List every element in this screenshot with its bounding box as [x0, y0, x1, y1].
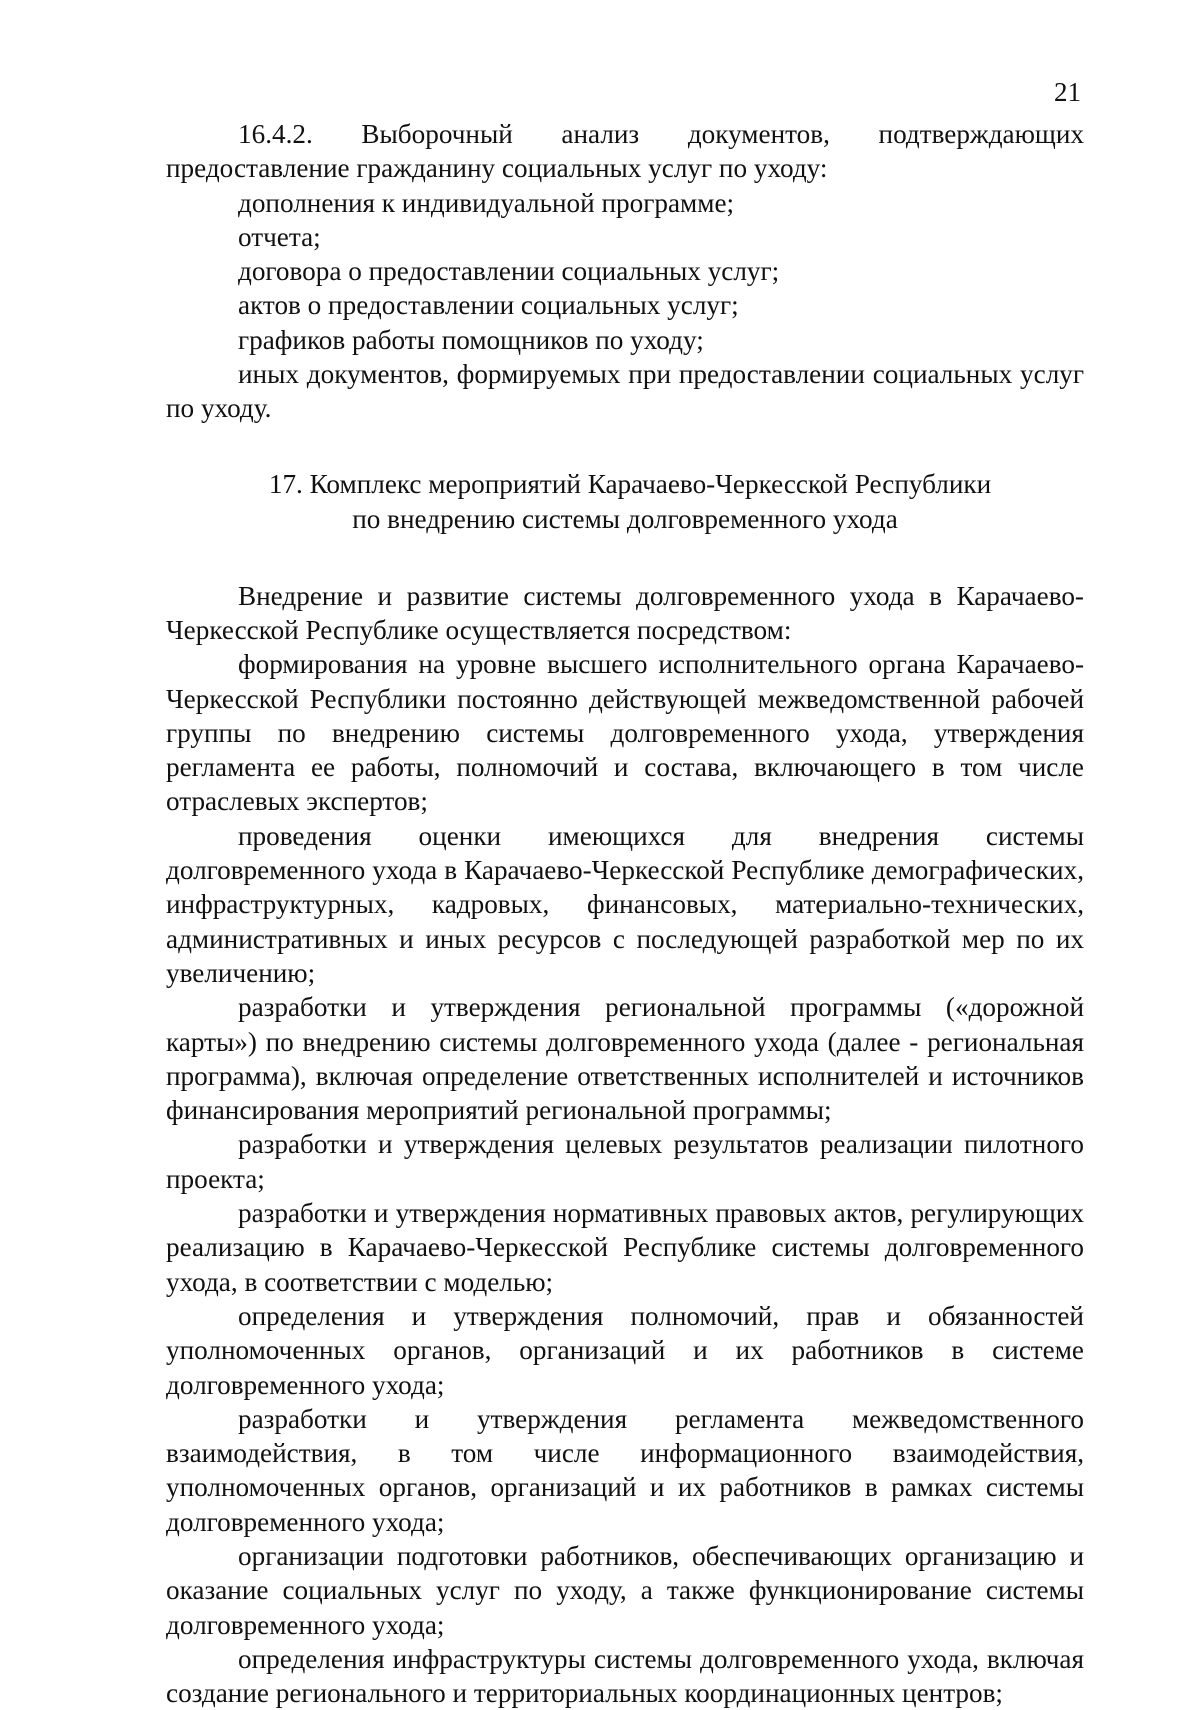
list-item: определения инфраструктуры системы долговременного ухода, включая создание регионального и территориальных координационных центров; [166, 1643, 1084, 1709]
list-item: определения и утверждения полномочий, прав и обязанностей уполномоченных органов, организаций и их работников в системе долговременного ухода; [166, 1300, 1084, 1400]
section-17-intro: Внедрение и развитие системы долговременного ухода в Карачаево-Черкесской Республике осуществляется посредством: [166, 580, 1084, 645]
section-17-heading-line-1: 17. Комплекс мероприятий Карачаево-Черкесской Республики [268, 468, 992, 499]
list-item: графиков работы помощников по уходу; [238, 324, 704, 355]
list-item: актов о предоставлении социальных услуг; [238, 290, 739, 321]
section-17-heading-line-2: по внедрению системы долговременного ухода [352, 503, 898, 534]
list-item: договора о предоставлении социальных услуг; [238, 256, 780, 287]
list-item: разработки и утверждения нормативных правовых актов, регулирующих реализацию в Карачаево-Черкесской Республике системы долговременного ухода, в соответствии с моделью; [166, 1198, 1084, 1297]
page-number: 21 [1054, 77, 1081, 107]
page-content [166, 117, 1084, 1710]
section-16-intro: 16.4.2. Выборочный анализ документов, подтверждающих предоставление гражданину социальных услуг по уходу: [166, 119, 1084, 184]
list-item: проведения оценки имеющихся для внедрения системы долговременного ухода в Карачаево-Черкесской Республике демографических, инфраструктурных, кадровых, финансовых, материально-технических, административных и иных ресурсов с последующей разработкой мер по их увеличению; [166, 820, 1084, 988]
list-item: формирования на уровне высшего исполнительного органа Карачаево-Черкесской Республики постоянно действующей межведомственной рабочей группы по внедрению системы долговременного ухода, утверждения регламента ее работы, полномочий и состава, включающего в том числе отраслевых экспертов; [166, 649, 1084, 817]
list-item: разработки и утверждения целевых результатов реализации пилотного проекта; [166, 1129, 1084, 1194]
section-17-heading [166, 467, 1084, 537]
list-item: дополнения к индивидуальной программе; [238, 187, 735, 218]
list-item: иных документов, формируемых при предоставлении социальных услуг по уходу. [166, 359, 1084, 424]
list-item: отчета; [238, 221, 321, 252]
list-item: разработки и утверждения регламента межведомственного взаимодействия, в том числе информационного взаимодействия, уполномоченных органов, организаций и их работников в рамках системы долговременного ухода; [166, 1403, 1084, 1537]
list-item: разработки и утверждения региональной программы («дорожной карты») по внедрению системы долговременного ухода (далее - региональная программа), включая определение ответственных исполнителей и источников финансирования мероприятий региональной программы; [166, 992, 1084, 1126]
list-item: организации подготовки работников, обеспечивающих организацию и оказание социальных услуг по уходу, а также функционирование системы долговременного ухода; [166, 1540, 1084, 1640]
